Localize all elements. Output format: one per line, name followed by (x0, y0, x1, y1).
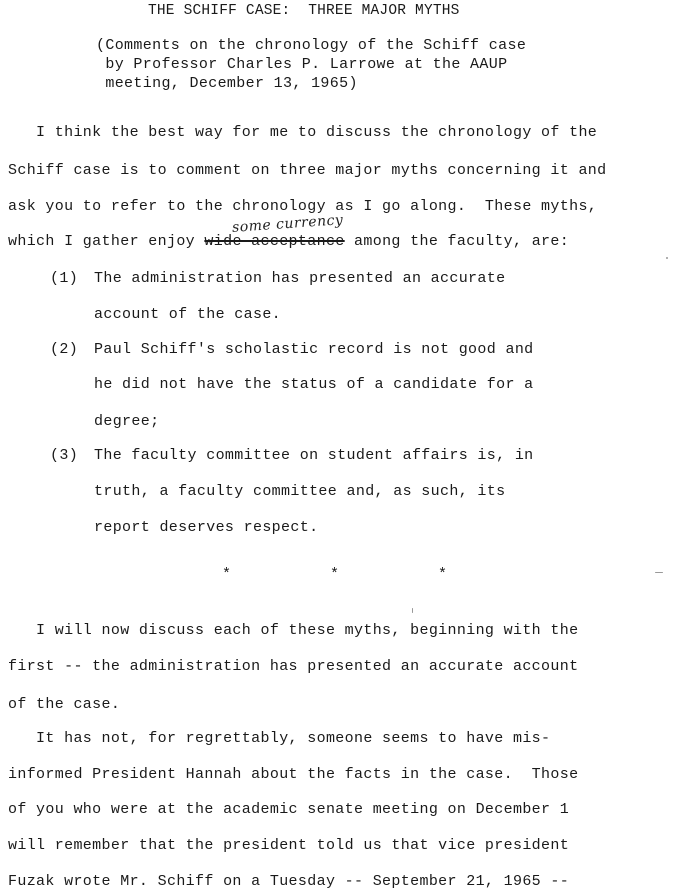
separator-asterisk: * (330, 566, 340, 583)
paragraph2-line: of the case. (8, 696, 121, 713)
paragraph1-line (8, 233, 569, 250)
myth-text-line: Paul Schiff's scholastic record is not good and (94, 341, 534, 358)
myth-text-line: The faculty committee on student affairs is, in (94, 447, 534, 464)
paragraph2-line: I will now discuss each of these myths, beginning with the (8, 622, 579, 639)
scan-speck (412, 608, 413, 613)
handwritten-insertion: some currency (231, 212, 344, 236)
myth-number: (2) (50, 341, 79, 358)
subtitle-line: by Professor Charles P. Larrowe at the AAUP (96, 56, 508, 73)
paragraph1-line: I think the best way for me to discuss the chronology of the (8, 124, 598, 141)
scan-speck (666, 257, 668, 259)
paragraph1-line: ask you to refer to the chronology as I go along. These myths, (8, 198, 598, 215)
paragraph2-line: first -- the administration has presented an accurate account (8, 658, 579, 675)
paragraph3-line: informed President Hannah about the facts in the case. Those (8, 766, 579, 783)
paragraph3-line: will remember that the president told us that vice president (8, 837, 570, 854)
struck-out-text: wide acceptance (204, 233, 345, 250)
paragraph3-line: of you who were at the academic senate meeting on December 1 (8, 801, 570, 818)
line-text: among the faculty, are: (344, 233, 570, 250)
subtitle-line: meeting, December 13, 1965) (96, 75, 358, 92)
paragraph3-line: Fuzak wrote Mr. Schiff on a Tuesday -- September 21, 1965 -- (8, 873, 570, 890)
myth-text-line: report deserves respect. (94, 519, 319, 536)
separator-asterisk: * (438, 566, 448, 583)
myth-number: (3) (50, 447, 79, 464)
subtitle-line: (Comments on the chronology of the Schiff case (96, 37, 527, 54)
myth-text-line: account of the case. (94, 306, 282, 323)
myth-number: (1) (50, 270, 79, 287)
separator-asterisk: * (222, 566, 232, 583)
myth-text-line: truth, a faculty committee and, as such, its (94, 483, 506, 500)
myth-text-line: The administration has presented an accurate (94, 270, 506, 287)
paragraph1-line: Schiff case is to comment on three major myths concerning it and (8, 162, 607, 179)
document-title: THE SCHIFF CASE: THREE MAJOR MYTHS (148, 3, 460, 19)
myth-text-line: he did not have the status of a candidate for a (94, 376, 534, 393)
line-text: which I gather enjoy (8, 233, 205, 250)
scan-speck (655, 572, 663, 573)
myth-text-line: degree; (94, 413, 160, 430)
paragraph3-line: It has not, for regrettably, someone seems to have mis- (8, 730, 551, 747)
